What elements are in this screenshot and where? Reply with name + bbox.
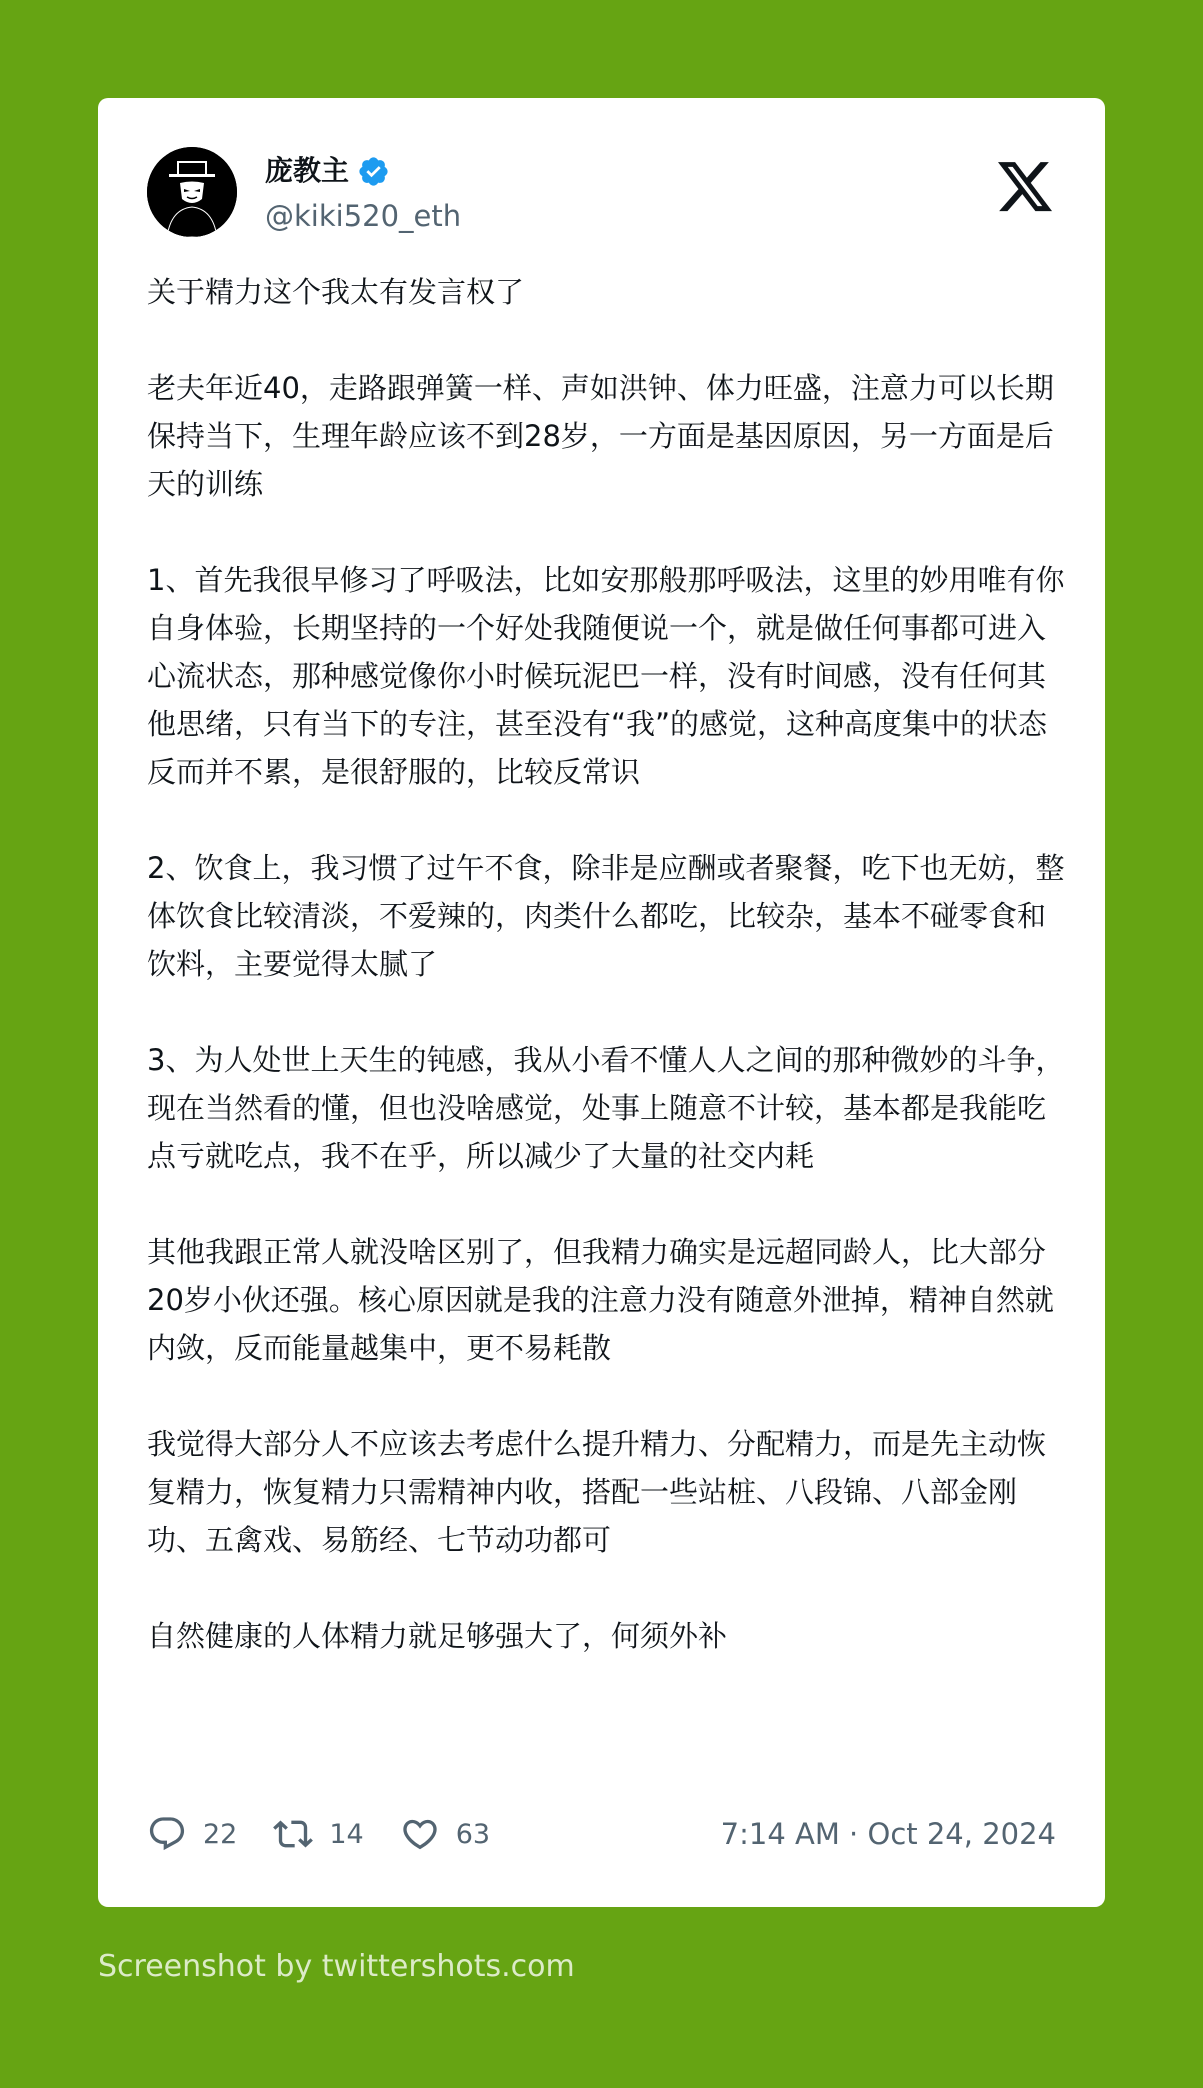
reply-icon bbox=[147, 1814, 187, 1854]
tweet-paragraph: 3、为人处世上天生的钝感，我从小看不懂人人之间的那种微妙的斗争，现在当然看的懂，但也没啥感觉，处事上随意不计较，基本都是我能吃点亏就吃点，我不在乎，所以减少了大量的社交内耗 bbox=[147, 1043, 1065, 1173]
tweet-paragraph: 1、首先我很早修习了呼吸法，比如安那般那呼吸法，这里的妙用唯有你自身体验，长期坚持的一个好处我随便说一个，就是做任何事都可进入心流状态，那种感觉像你小时候玩泥巴一样，没有时间感，没有任何其他思绪，只有当下的专注，甚至没有“我”的感觉，这种高度集中的状态反而并不累，是很舒服的，比较反常识 bbox=[147, 563, 1065, 789]
reply-button[interactable] bbox=[147, 1814, 237, 1854]
like-count: 63 bbox=[455, 1818, 491, 1850]
like-button[interactable] bbox=[400, 1814, 490, 1854]
avatar-figure-icon bbox=[147, 147, 237, 237]
tweet-timestamp[interactable]: 7:14 AM · Oct 24, 2024 bbox=[720, 1817, 1056, 1851]
tweet-card bbox=[98, 98, 1105, 1907]
tweet-paragraph: 老夫年近40，走路跟弹簧一样、声如洪钟、体力旺盛，注意力可以长期保持当下，生理年龄应该不到28岁，一方面是基因原因，另一方面是后天的训练 bbox=[147, 371, 1054, 501]
tweet-paragraph: 2、饮食上，我习惯了过午不食，除非是应酬或者聚餐，吃下也无妨，整体饮食比较清淡，不爱辣的，肉类什么都吃，比较杂，基本不碰零食和饮料，主要觉得太腻了 bbox=[147, 851, 1065, 981]
retweet-icon bbox=[273, 1814, 313, 1854]
tweet-text bbox=[147, 268, 1067, 1660]
verified-badge-icon bbox=[357, 155, 390, 188]
x-logo-icon[interactable] bbox=[998, 162, 1054, 216]
retweet-button[interactable] bbox=[273, 1814, 363, 1854]
reply-count: 22 bbox=[203, 1818, 238, 1850]
user-handle[interactable]: @kiki520_eth bbox=[265, 199, 462, 233]
retweet-count: 14 bbox=[329, 1818, 364, 1850]
attribution-text[interactable]: Screenshot by twittershots.com bbox=[98, 1949, 575, 1984]
tweet-paragraph: 自然健康的人体精力就足够强大了，何须外补 bbox=[147, 1619, 728, 1653]
tweet-footer bbox=[147, 1809, 1056, 1859]
tweet-paragraph: 关于精力这个我太有发言权了 bbox=[147, 275, 525, 309]
display-name[interactable]: 庞教主 bbox=[265, 154, 350, 187]
tweet-paragraph: 其他我跟正常人就没啥区别了，但我精力确实是远超同龄人，比大部分20岁小伙还强。核心原因就是我的注意力没有随意外泄掉，精神自然就内敛，反而能量越集中，更不易耗散 bbox=[147, 1235, 1054, 1365]
tweet-paragraph: 我觉得大部分人不应该去考虑什么提升精力、分配精力，而是先主动恢复精力，恢复精力只需精神内收，搭配一些站桩、八段锦、八部金刚功、五禽戏、易筋经、七节动功都可 bbox=[147, 1427, 1047, 1557]
heart-icon bbox=[400, 1814, 440, 1854]
display-name-row[interactable] bbox=[265, 151, 390, 191]
avatar[interactable] bbox=[147, 147, 237, 237]
